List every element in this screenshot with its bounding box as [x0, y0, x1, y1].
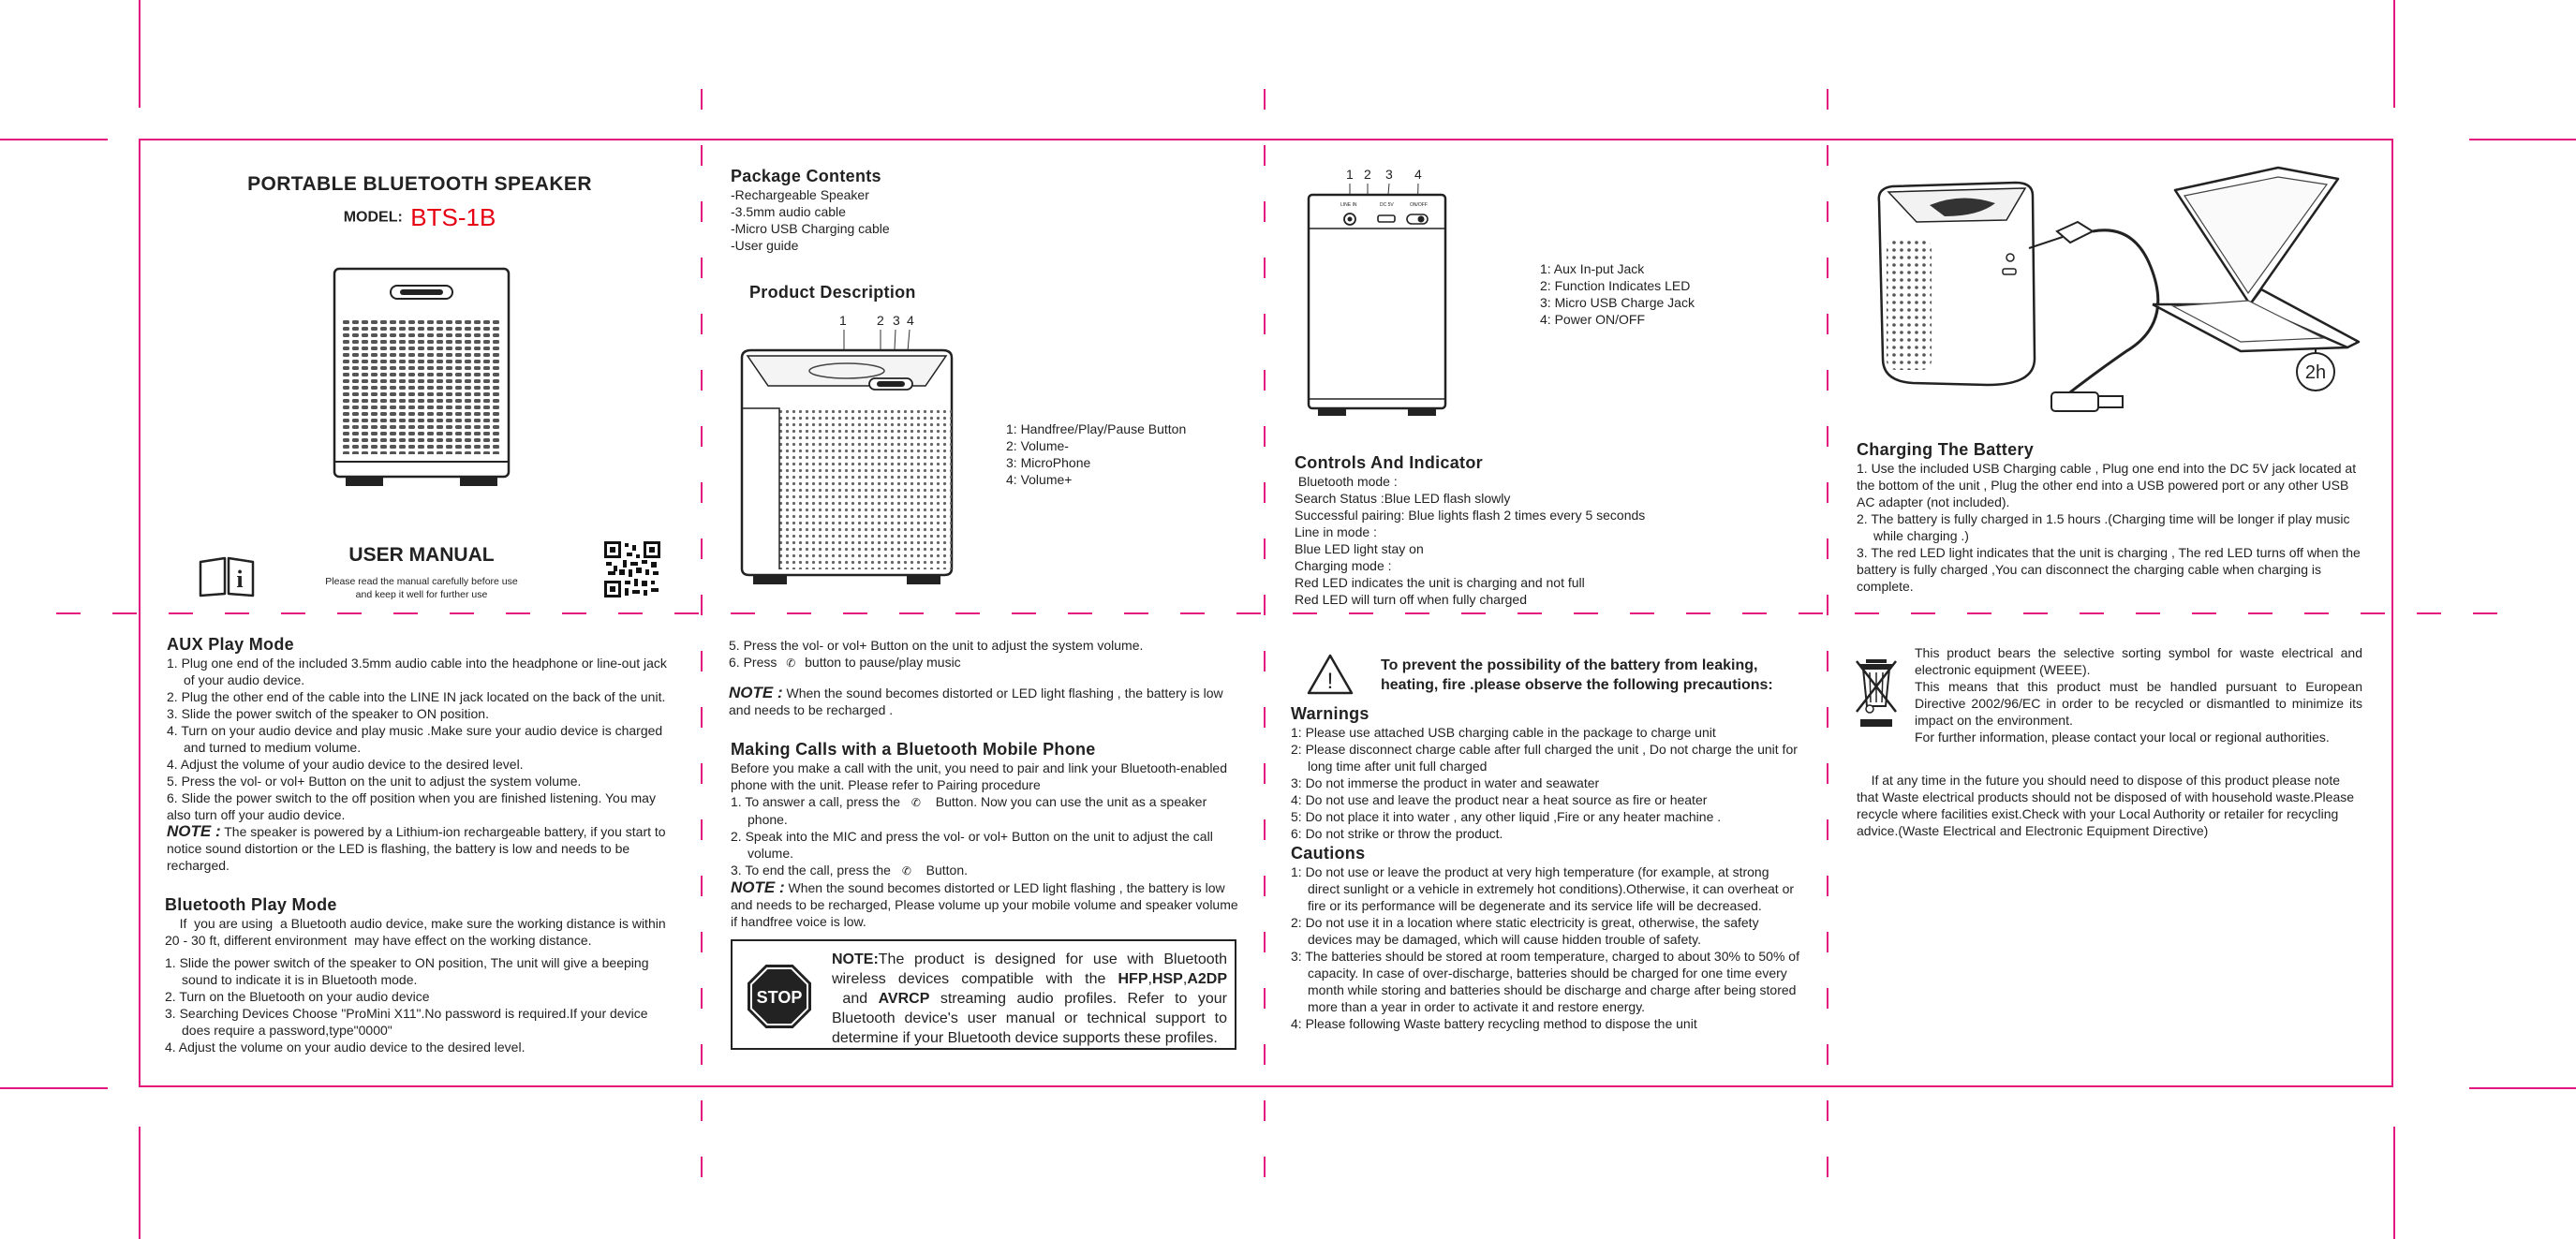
warning-item: 1: Please use attached USB charging cable in the package to charge unit: [1291, 725, 1716, 740]
crop-mark: [139, 0, 141, 108]
charging-title: Charging The Battery: [1857, 440, 2035, 459]
crop-mark: [139, 1127, 141, 1239]
product-callout-1: 1: [839, 313, 847, 328]
back-legend: [1540, 260, 1695, 328]
bluetooth-intro: If you are using a Bluetooth audio device, make sure the working distance is within 20 - 30 ft, different environment may have effect on the working distance.: [165, 916, 670, 948]
calls-note-label: NOTE :: [731, 878, 785, 896]
product-callout-3: 3: [893, 313, 900, 328]
step-6: [729, 654, 1242, 671]
package-item: -User guide: [731, 238, 799, 253]
aux-item: 5. Press the vol- or vol+ Button on the unit to adjust the system volume.: [167, 774, 582, 789]
stop-sign-text: STOP: [756, 988, 803, 1007]
step-6-b: button to pause/play music: [801, 655, 961, 670]
svg-text:i: i: [236, 566, 244, 593]
battery-note-label: NOTE :: [729, 684, 783, 701]
speaker-front-illustration: [333, 267, 511, 492]
controls-line: Search Status :Blue LED flash slowly: [1295, 491, 1511, 506]
product-legend-item: 1: Handfree/Play/Pause Button: [1006, 421, 1187, 436]
bluetooth-item: 2. Turn on the Bluetooth on your audio device: [165, 989, 430, 1004]
back-legend-item: 2: Function Indicates LED: [1540, 278, 1691, 293]
profiles-and: and: [832, 991, 879, 1007]
weee-section: [1915, 644, 2362, 745]
warning-item: 3: Do not immerse the product in water and seawater: [1291, 775, 1600, 790]
calls-item-1-b: Button. Now you can use the unit as a speaker phone.: [748, 794, 1211, 827]
crossed-bin-icon: [1855, 656, 1902, 730]
controls-line: Bluetooth mode :: [1295, 474, 1398, 489]
aux-note-label: NOTE :: [167, 822, 221, 840]
battery-note-text: When the sound becomes distorted or LED light flashing , the battery is low and needs to be recharged .: [729, 686, 1223, 717]
product-legend-item: 4: Volume+: [1006, 472, 1073, 487]
product-callout-2: 2: [877, 313, 884, 328]
calls-intro: Before you make a call with the unit, you need to pair and link your Bluetooth-enabled phone with the unit. Please refer to Pairing procedure: [731, 760, 1227, 792]
calls-item-1: [731, 793, 1242, 828]
controls-section: [1295, 453, 1800, 608]
calls-note: [731, 879, 1242, 930]
warning-headline: To prevent the possibility of the battery from leaking, heating, fire .please observe the following precautions:: [1381, 657, 1773, 693]
panel-label-onoff: ON/OFF: [1410, 202, 1428, 208]
read-note-line-1: Please read the manual carefully before use: [325, 576, 518, 587]
manual-title: USER MANUAL: [348, 544, 495, 566]
calls-item-3-a: 3. To end the call, press the: [731, 863, 895, 878]
charge-time-badge: 2h: [2304, 362, 2327, 383]
bluetooth-item: 3. Searching Devices Choose "ProMini X11".No password is required.If your device does require a password,type"0000": [165, 1006, 648, 1038]
fold-line: [1264, 89, 1266, 1194]
warning-triangle-icon: [1307, 654, 1354, 695]
package-contents: [731, 167, 1218, 254]
weee-paragraph-3: For further information, please contact your local or regional authorities.: [1915, 730, 2330, 745]
back-legend-item: 1: Aux In-put Jack: [1540, 261, 1645, 276]
package-item: -Micro USB Charging cable: [731, 221, 890, 236]
calls-item-3: [731, 862, 1242, 879]
battery-note: [729, 685, 1242, 718]
profile-a2dp: A2DP: [1187, 971, 1227, 987]
model-line: [187, 203, 652, 232]
read-note: [300, 575, 543, 601]
warnings-section: [1291, 704, 1802, 1032]
crop-mark: [2469, 1087, 2576, 1089]
caution-item: 1: Do not use or leave the product at very high temperature (for example, at strong direct sunlight or a vehicle in extremely hot conditions).Otherwise, it can overheat or fire or its performance will be degenerate and its service life will be decreased.: [1291, 864, 1795, 913]
aux-item: 4. Turn on your audio device and play music .Make sure your audio device is charged and turned to medium volume.: [167, 723, 663, 755]
back-legend-item: 4: Power ON/OFF: [1540, 312, 1646, 327]
controls-line: Successful pairing: Blue lights flash 2 times every 5 seconds: [1295, 508, 1646, 523]
aux-title: AUX Play Mode: [167, 635, 294, 654]
product-legend: [1006, 420, 1186, 488]
read-note-line-2: and keep it well for further use: [355, 589, 488, 600]
phone-icon: ✆: [901, 864, 911, 878]
warning-item: 6: Do not strike or throw the product.: [1291, 826, 1503, 841]
weee-disposal-note: If at any time in the future you should need to dispose of this product please note that Waste electrical products should not be disposed of with household waste.Please recycle where facilities exist.Check with your Local Authority or retailer for recycling advice.(Waste Electrical and Electronic Equipment Directive): [1857, 773, 2358, 838]
profiles-note-t2: streaming audio profiles. Refer to your Bluetooth device's user manual or technical support to determine if your Bluetooth device supports these profiles.: [832, 991, 1227, 1046]
back-callout-4: 4: [1414, 167, 1422, 182]
aux-note: [167, 823, 678, 874]
weee-paragraph-1: This product bears the selective sorting symbol for waste electrical and electronic equipment (WEEE).: [1915, 645, 2362, 677]
crop-mark: [2469, 139, 2576, 140]
crop-mark: [0, 139, 108, 140]
charging-illustration: [1875, 164, 2362, 440]
product-legend-item: 3: MicroPhone: [1006, 455, 1091, 470]
controls-title: Controls And Indicator: [1295, 453, 1483, 472]
cautions-title: Cautions: [1291, 844, 1366, 863]
fold-line: [701, 89, 703, 1194]
warning-item: 4: Do not use and leave the product near a heat source as fire or heater: [1291, 792, 1708, 807]
calls-item-3-b: Button.: [918, 863, 969, 878]
warning-item: 5: Do not place it into water , any other liquid ,Fire or any heater machine .: [1291, 809, 1722, 824]
bluetooth-section: [165, 895, 678, 1055]
step-6-a: 6. Press: [729, 655, 781, 670]
aux-note-text: The speaker is powered by a Lithium-ion rechargeable battery, if you start to notice sound distortion or the LED is flashing, the battery is low and needs to be recharged.: [167, 824, 666, 873]
model-label: MODEL:: [343, 209, 403, 226]
package-title: Package Contents: [731, 167, 881, 185]
aux-item: 6. Slide the power switch to the off position when you are finished listening. You may also turn off your audio device.: [167, 790, 656, 822]
caution-item: 3: The batteries should be stored at room temperature, charged to about 30% to 50% of capacity. In case of over-discharge, batteries should be charged for one time every month while storing and batteries should be discharge and charge after being stored more than a year in order to activate it and restore energy.: [1291, 949, 1799, 1014]
product-description-title: Product Description: [749, 283, 916, 302]
step-5: 5. Press the vol- or vol+ Button on the unit to adjust the system volume.: [729, 638, 1144, 653]
caution-item: 4: Please following Waste battery recycling method to dispose the unit: [1291, 1016, 1697, 1031]
warning-symbol: !: [1326, 669, 1334, 694]
profiles-note-box: [731, 939, 1236, 1050]
charging-item: 3. The red LED light indicates that the unit is charging , The red LED turns off when the battery is fully charged ,You can disconnect the charging cable when charging is complete.: [1857, 545, 2361, 594]
model-number: BTS-1B: [410, 203, 496, 231]
warnings-title: Warnings: [1291, 704, 1369, 723]
fold-line: [56, 612, 2529, 614]
package-item: -Rechargeable Speaker: [731, 187, 869, 202]
cover-title: PORTABLE BLUETOOTH SPEAKER: [247, 173, 592, 195]
back-callout-1: 1: [1346, 167, 1354, 182]
aux-item: 4. Adjust the volume of your audio device to the desired level.: [167, 757, 524, 772]
bluetooth-title: Bluetooth Play Mode: [165, 895, 337, 914]
qr-code: [604, 541, 660, 597]
profiles-note-label: NOTE:: [832, 951, 879, 967]
back-legend-item: 3: Micro USB Charge Jack: [1540, 295, 1695, 310]
manual-info-icon: [199, 556, 255, 597]
product-legend-item: 2: Volume-: [1006, 438, 1069, 453]
calls-item-2: 2. Speak into the MIC and press the vol- or vol+ Button on the unit to adjust the call volume.: [731, 829, 1213, 861]
controls-line: Blue LED light stay on: [1295, 541, 1424, 556]
profile-avrcp: AVRCP: [878, 991, 930, 1007]
calls-title: Making Calls with a Bluetooth Mobile Phone: [731, 740, 1096, 759]
panel-label-dc: DC 5V: [1380, 202, 1394, 208]
back-callout-3: 3: [1385, 167, 1393, 182]
controls-line: Red LED indicates the unit is charging and not full: [1295, 575, 1585, 590]
calls-note-text: When the sound becomes distorted or LED light flashing , the battery is low and needs to be recharged, Please volume up your mobile volume and speaker volume if handfree voice is low.: [731, 880, 1238, 929]
crop-mark: [0, 1087, 108, 1089]
product-callout-4: 4: [907, 313, 914, 328]
phone-icon: ✆: [910, 796, 921, 809]
aux-item: 2. Plug the other end of the cable into the LINE IN jack located on the back of the unit.: [167, 689, 666, 704]
profile-hfp: HFP: [1118, 971, 1148, 987]
charging-section: [1857, 440, 2364, 595]
fold-line: [1827, 89, 1828, 1194]
aux-item: 1. Plug one end of the included 3.5mm audio cable into the headphone or line-out jack of your audio device.: [167, 656, 667, 687]
continued-section: [729, 637, 1242, 718]
package-item: -3.5mm audio cable: [731, 204, 846, 219]
aux-item: 3. Slide the power switch of the speaker to ON position.: [167, 706, 489, 721]
warning-item: 2: Please disconnect charge cable after full charged the unit , Do not charge the unit for long time after unit full charged: [1291, 742, 1798, 774]
bluetooth-item: 1. Slide the power switch of the speaker to ON position, The unit will give a beeping sound to indicate it is in Bluetooth mode.: [165, 955, 649, 987]
controls-line: Charging mode :: [1295, 558, 1392, 573]
charging-item: 2. The battery is fully charged in 1.5 hours .(Charging time will be longer if play music while charging .): [1857, 511, 2350, 543]
charging-item: 1. Use the included USB Charging cable , Plug one end into the DC 5V jack located at the bottom of the unit , Plug the other end into a USB powered port or any other USB AC adapter (not included).: [1857, 461, 2357, 509]
bluetooth-item: 4. Adjust the volume on your audio device to the desired level.: [165, 1040, 526, 1055]
phone-icon: ✆: [786, 656, 796, 670]
crop-mark: [2393, 1127, 2395, 1239]
weee-paragraph-2: This means that this product must be handled pursuant to European Directive 2002/96/EC in order to be recycled or dismantled to minimize its impact on the environment.: [1915, 679, 2362, 728]
speaker-top-illustration: [738, 330, 955, 587]
panel-label-line-in: LINE IN: [1340, 202, 1357, 208]
caution-item: 2: Do not use it in a location where static electricity is great, otherwise, the safety devices may be damaged, which will cause hidden trouble of safety.: [1291, 915, 1759, 947]
stop-sign-icon: [747, 964, 812, 1029]
aux-section: [167, 635, 678, 874]
profiles-note-text: NOTE:The product is designed for use with Bluetooth wireless devices compatible with the HFP,HSP,A2DP and AVRCP streaming audio profiles. Refer to your Bluetooth device's user manual or technical support to determine if your Bluetooth device supports these profiles.: [832, 951, 1227, 1046]
controls-line: Red LED will turn off when fully charged: [1295, 592, 1527, 607]
controls-line: Line in mode :: [1295, 524, 1377, 539]
calls-section: [731, 740, 1242, 930]
profile-hsp: HSP: [1151, 971, 1183, 987]
calls-item-1-a: 1. To answer a call, press the: [731, 794, 904, 809]
speaker-back-illustration: [1307, 184, 1447, 418]
back-callout-2: 2: [1364, 167, 1371, 182]
crop-mark: [2393, 0, 2395, 108]
profiles-note-t1: The product is designed for use with Bluetooth wireless devices compatible with the: [832, 951, 1227, 987]
